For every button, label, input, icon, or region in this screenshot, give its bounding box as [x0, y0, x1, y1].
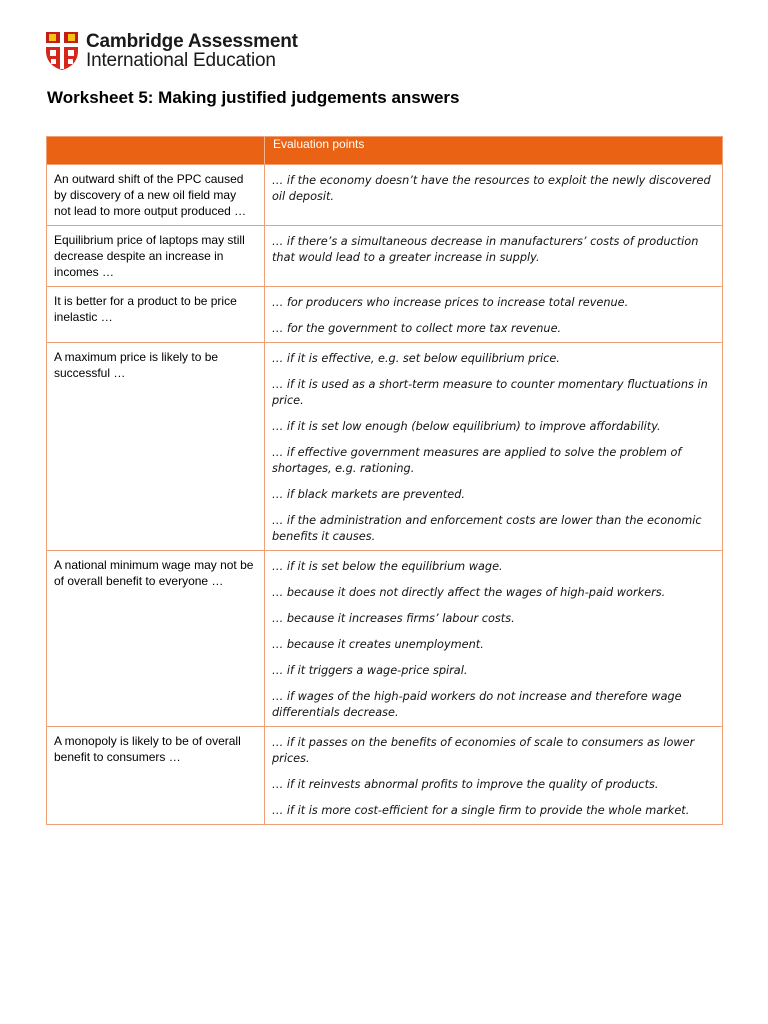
statement-cell: Equilibrium price of laptops may still decrease despite an increase in incomes … [47, 226, 265, 287]
evaluation-points-cell [265, 727, 723, 825]
table-row [47, 287, 723, 343]
evaluation-point: … if it passes on the benefits of economies of scale to consumers as lower prices. [272, 736, 695, 765]
evaluation-points-cell [265, 343, 723, 551]
evaluation-point: … if there’s a simultaneous decrease in manufacturers’ costs of production that would lead to a greater increase in supply. [272, 235, 699, 264]
evaluation-point: … if it is set below the equilibrium wage. [272, 560, 503, 573]
logo-subtitle: International Education [86, 50, 276, 71]
statement-cell: A national minimum wage may not be of overall benefit to everyone … [47, 551, 265, 727]
evaluation-point: … if it reinvests abnormal profits to improve the quality of products. [272, 778, 659, 791]
statement-cell: A maximum price is likely to be successful … [47, 343, 265, 551]
evaluation-point: … if the economy doesn’t have the resources to exploit the newly discovered oil deposit. [272, 174, 711, 203]
evaluation-point: … if it is more cost-efficient for a single firm to provide the whole market. [272, 804, 690, 817]
column-header-statement [47, 137, 265, 165]
evaluation-point: … for producers who increase prices to increase total revenue. [272, 296, 629, 309]
evaluation-points-cell [265, 226, 723, 287]
logo-title: Cambridge Assessment [86, 31, 298, 52]
table-row [47, 727, 723, 825]
table-row [47, 343, 723, 551]
evaluation-point: … if it is effective, e.g. set below equilibrium price. [272, 352, 560, 365]
evaluation-points-cell [265, 551, 723, 727]
table-row [47, 226, 723, 287]
evaluation-point: … if it is set low enough (below equilibrium) to improve affordability. [272, 420, 661, 433]
evaluation-point: … if the administration and enforcement costs are lower than the economic benefits it causes. [272, 514, 702, 543]
cambridge-logo [45, 31, 298, 71]
evaluation-table [46, 136, 723, 825]
evaluation-point: … if it is used as a short-term measure to counter momentary fluctuations in price. [272, 378, 708, 407]
evaluation-point: … if wages of the high-paid workers do not increase and therefore wage differentials decrease. [272, 690, 682, 719]
evaluation-points-cell [265, 287, 723, 343]
evaluation-point: … because it does not directly affect the wages of high-paid workers. [272, 586, 666, 599]
cambridge-shield-icon [45, 31, 79, 71]
evaluation-point: … if it triggers a wage-price spiral. [272, 664, 468, 677]
page-title: Worksheet 5: Making justified judgements answers [47, 88, 460, 107]
table-row [47, 165, 723, 226]
table-header-row [47, 137, 723, 165]
evaluation-point: … if black markets are prevented. [272, 488, 465, 501]
statement-cell: It is better for a product to be price inelastic … [47, 287, 265, 343]
table-row [47, 551, 723, 727]
column-header-evaluation-points: Evaluation points [265, 137, 723, 165]
evaluation-point: … because it increases firms’ labour costs. [272, 612, 515, 625]
evaluation-points-cell [265, 165, 723, 226]
statement-cell: An outward shift of the PPC caused by discovery of a new oil field may not lead to more output produced … [47, 165, 265, 226]
statement-cell: A monopoly is likely to be of overall benefit to consumers … [47, 727, 265, 825]
evaluation-point: … because it creates unemployment. [272, 638, 484, 651]
evaluation-point: … if effective government measures are applied to solve the problem of shortages, e.g. rationing. [272, 446, 682, 475]
evaluation-point: … for the government to collect more tax revenue. [272, 322, 562, 335]
